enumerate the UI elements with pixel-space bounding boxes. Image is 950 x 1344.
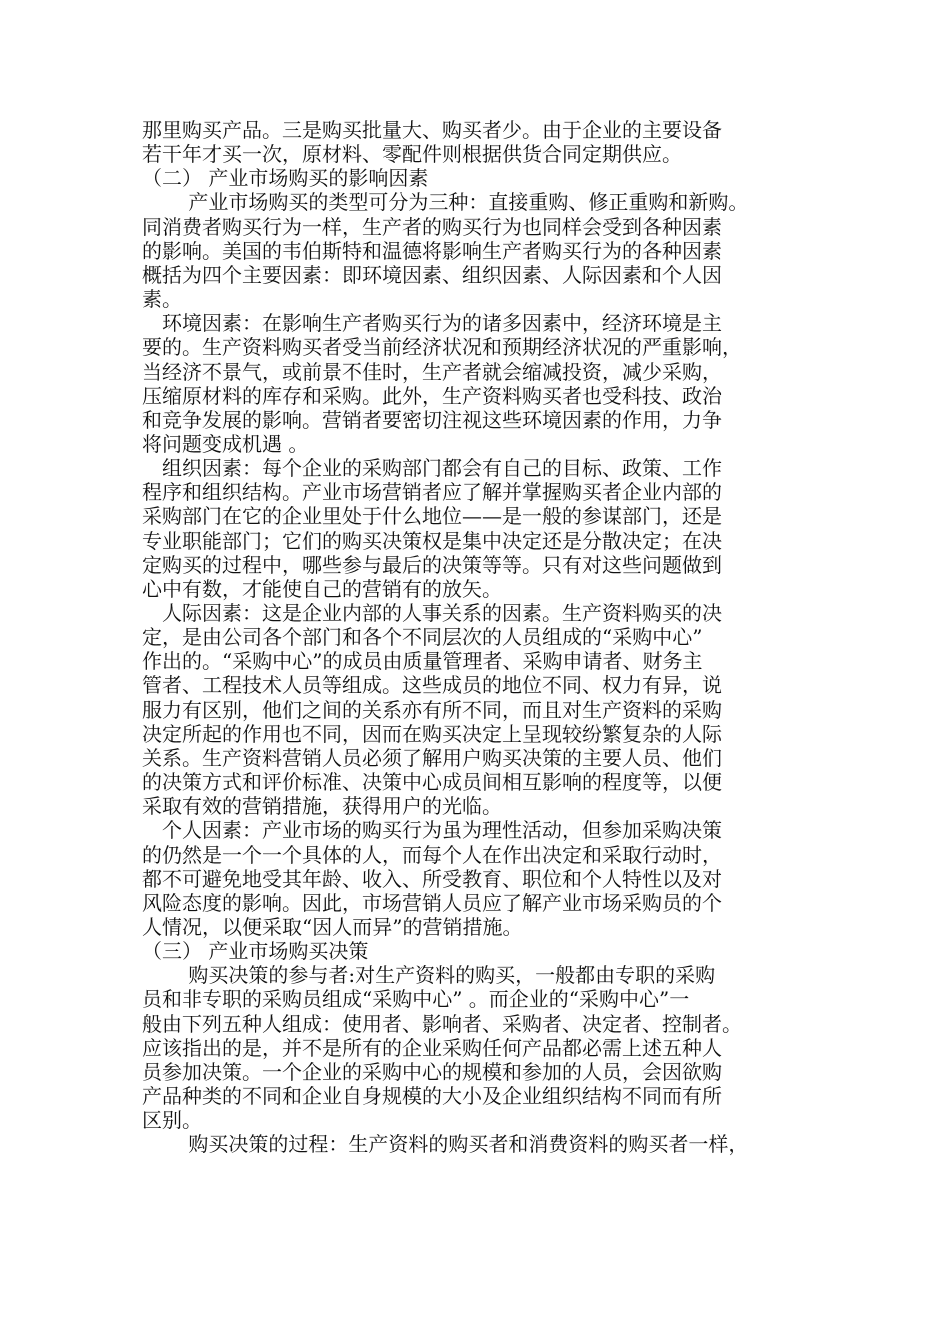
text-line: 同消费者购买行为一样，生产者的购买行为也同样会受到各种因素 — [142, 214, 722, 239]
text-line: 区别。 — [142, 1108, 202, 1133]
text-line: 的仍然是一个一个具体的人，而每个人在作出决定和采取行动时， — [142, 842, 722, 867]
text-line: 都不可避免地受其年龄、收入、所受教育、职位和个人特性以及对 — [142, 866, 722, 891]
text-line: 专业职能部门；它们的购买决策权是集中决定还是分散决定；在决 — [142, 528, 722, 553]
text-line: 当经济不景气，或前景不佳时，生产者就会缩减投资，减少采购， — [142, 359, 722, 384]
text-line: 购买决策的过程：生产资料的购买者和消费资料的购买者一样， — [142, 1132, 749, 1157]
text-line: 定，是由公司各个部门和各个不同层次的人员组成的“采购中心” — [142, 625, 703, 650]
text-line: 应该指出的是，并不是所有的企业采购任何产品都必需上述五种人 — [142, 1035, 722, 1060]
text-line: 程序和组织结构。产业市场营销者应了解并掌握购买者企业内部的 — [142, 480, 722, 505]
text-line: （二） 产业市场购买的影响因素 — [142, 166, 429, 191]
text-line: 关系。生产资料营销人员必须了解用户购买决策的主要人员、他们 — [142, 745, 722, 770]
text-line: 那里购买产品。三是购买批量大、购买者少。由于企业的主要设备 — [142, 118, 722, 142]
text-line: 采取有效的营销措施，获得用户的光临。 — [142, 794, 502, 819]
text-line: 员和非专职的采购员组成“采购中心” 。而企业的“采购中心”一 — [142, 987, 690, 1012]
text-line: 定购买的过程中，哪些参与最后的决策等等。只有对这些问题做到 — [142, 552, 722, 577]
text-line: 采购部门在它的企业里处于什么地位——是一般的参谋部门，还是 — [142, 504, 722, 529]
text-line: 风险态度的影响。因此，市场营销人员应了解产业市场采购员的个 — [142, 890, 722, 915]
text-line: 人际因素：这是企业内部的人事关系的因素。生产资料购买的决 — [142, 601, 722, 625]
text-line: 个人因素：产业市场的购买行为虽为理性活动，但参加采购决策 — [142, 818, 722, 843]
text-line: 将问题变成机遇 。 — [142, 431, 309, 456]
text-line: （三） 产业市场购买决策 — [142, 939, 369, 964]
text-line: 产业市场购买的类型可分为三种：直接重购、修正重购和新购。 — [142, 190, 749, 215]
text-line: 概括为四个主要因素：即环境因素、组织因素、人际因素和个人因 — [142, 262, 722, 287]
text-line: 压缩原材料的库存和采购。此外，生产资料购买者也受科技、政治 — [142, 383, 722, 408]
text-line: 服力有区别，他们之间的关系亦有所不同，而且对生产资料的采购 — [142, 697, 722, 722]
text-line: 般由下列五种人组成：使用者、影响者、采购者、决定者、控制者。 — [142, 1011, 742, 1036]
text-line: 的影响。美国的韦伯斯特和温德将影响生产者购买行为的各种因素 — [142, 238, 722, 263]
text-line: 心中有数，才能使自己的营销有的放矢。 — [142, 576, 502, 601]
text-line: 组织因素：每个企业的采购部门都会有自己的目标、政策、工作 — [142, 456, 722, 481]
text-line: 的决策方式和评价标准、决策中心成员间相互影响的程度等，以便 — [142, 770, 722, 794]
text-line: 若干年才买一次，原材料、零配件则根据供货合同定期供应。 — [142, 142, 682, 167]
text-line: 产品种类的不同和企业自身规模的大小及企业组织结构不同而有所 — [142, 1084, 722, 1108]
text-line: 和竞争发展的影响。营销者要密切注视这些环境因素的作用，力争 — [142, 407, 722, 432]
text-line: 员参加决策。一个企业的采购中心的规模和参加的人员，会因欲购 — [142, 1059, 722, 1084]
text-line: 环境因素：在影响生产者购买行为的诸多因素中，经济环境是主 — [142, 311, 722, 336]
text-line: 管者、工程技术人员等组成。这些成员的地位不同、权力有异，说 — [142, 673, 722, 698]
text-line: 要的。生产资料购买者受当前经济状况和预期经济状况的严重影响， — [142, 335, 742, 360]
text-line: 素。 — [142, 287, 182, 311]
text-line: 作出的。“采购中心”的成员由质量管理者、采购申请者、财务主 — [142, 649, 703, 674]
text-line: 决定所起的作用也不同，因而在购买决定上呈现较纷繁复杂的人际 — [142, 721, 722, 746]
text-line: 购买决策的参与者:对生产资料的购买，一般都由专职的采购 — [142, 963, 716, 988]
text-line: 人情况，以便采取“因人而异”的营销措施。 — [142, 914, 523, 939]
